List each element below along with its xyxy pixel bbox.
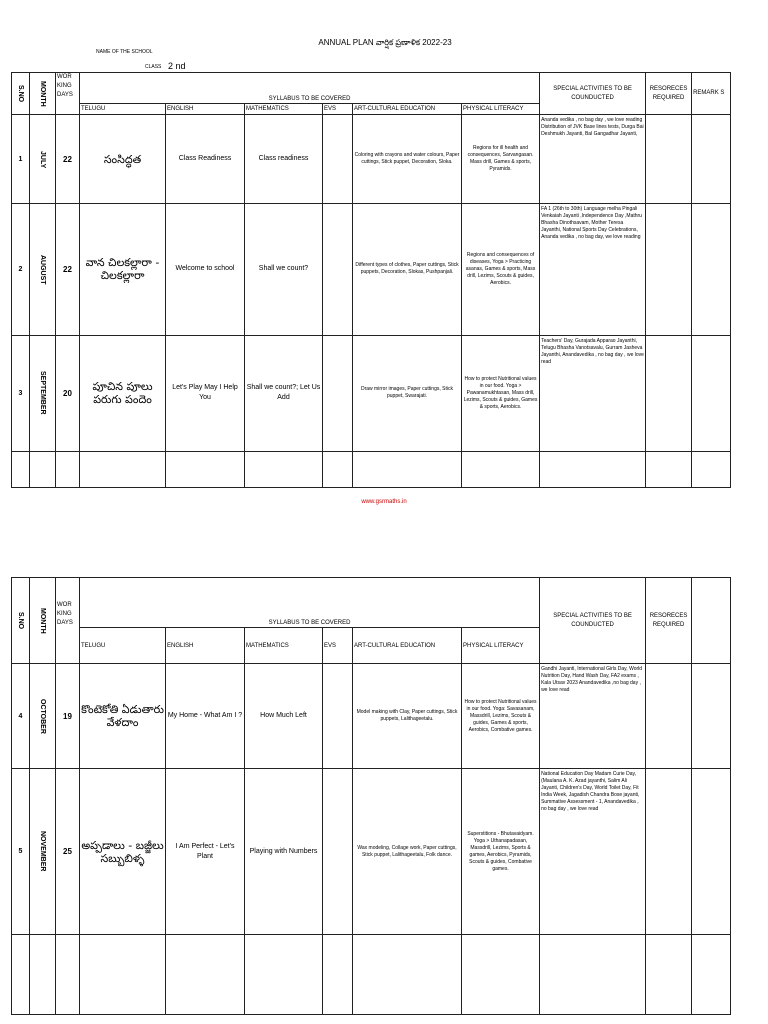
row-art: Draw mirror images, Paper cuttings, Stick puppet, Swarajati. bbox=[353, 335, 462, 451]
row-english: Class Readiness bbox=[166, 115, 245, 204]
row-sno: 4 bbox=[12, 664, 30, 769]
row-evs bbox=[323, 115, 353, 204]
col-header-working-days: WOR KING DAYS bbox=[56, 73, 80, 104]
row-english: Let's Play May I Help You bbox=[166, 335, 245, 451]
col-header-sno: S.NO bbox=[12, 73, 30, 115]
col-header-resources: RESORECES REQUIRED bbox=[646, 73, 692, 115]
table-row bbox=[12, 769, 731, 935]
row-working-days: 22 bbox=[56, 115, 80, 204]
row-physical: How to protect Nutritional values in our food. Yoga: Savasanam, Massdrill, Lezims, Scouts & guides, Games & sports, Aerobics, Combative games. bbox=[462, 664, 540, 769]
page-title: ANNUAL PLAN వార్షిక ప్రణాళిక 2022-23 bbox=[318, 38, 452, 47]
row-art: Different types of clothes, Paper cuttings, Stick puppets, Decoration, Slokas, Pushpanjali. bbox=[353, 204, 462, 335]
col-header-english: ENGLISH bbox=[166, 104, 245, 115]
row-special: FA 1 (26th to 30th) Language melha Pingali Venkaiah Jayanti ,Independence Day ,Mathru Bhasha Dinothsavam, Mother Teresa Jayanthi, National Sports Day Celebrations, Ananda vedika , no bag day, we love reading bbox=[540, 204, 646, 335]
row-month: SEPTEMBER bbox=[30, 335, 56, 451]
col-header-evs: EVS bbox=[323, 628, 353, 664]
table-row bbox=[12, 115, 731, 204]
row-telugu: కొంటెకోతి ఏడుతారు వేళదాం bbox=[80, 664, 166, 769]
col-header-month: MONTH bbox=[30, 578, 56, 664]
class-value: 2 nd bbox=[168, 61, 186, 71]
row-physical: Regions and consequences of diseases, Yoga > Practicing asanas, Games & sports, Mass drill, Lezims, Scouts & guides, Aerobics. bbox=[462, 204, 540, 335]
syllabus-header: SYLLABUS TO BE COVERED bbox=[80, 73, 540, 104]
annual-plan-table-2 bbox=[11, 577, 731, 1015]
col-header-special: SPECIAL ACTIVITIES TO BE COUNDUCTED bbox=[540, 578, 646, 664]
col-header-special: SPECIAL ACTIVITIES TO BE COUNDUCTED bbox=[540, 73, 646, 115]
col-header-telugu: TELUGU bbox=[80, 104, 166, 115]
row-maths: Shall we count?; Let Us Add bbox=[245, 335, 323, 451]
row-working-days: 20 bbox=[56, 335, 80, 451]
col-header-month: MONTH bbox=[30, 73, 56, 115]
row-sno: 2 bbox=[12, 204, 30, 335]
website-link[interactable]: www.gsrmaths.in bbox=[361, 499, 407, 505]
row-maths: Playing with Numbers bbox=[245, 769, 323, 935]
col-header-working-days: WOR KING DAYS bbox=[56, 578, 80, 628]
row-evs bbox=[323, 335, 353, 451]
row-month: NOVEMBER bbox=[30, 769, 56, 935]
row-telugu: పూచిన పూలు పరుగు పందెం bbox=[80, 335, 166, 451]
row-remarks bbox=[692, 204, 731, 335]
row-maths: Class readiness bbox=[245, 115, 323, 204]
row-telugu: అప్పడాలు - బజ్జీలు సబ్బుబిళ్ళ bbox=[80, 769, 166, 935]
row-physical: Regions for ill health and consequences, Sarvangasan. Mass drill, Games & sports, Pyramids. bbox=[462, 115, 540, 204]
row-art: Model making with Clay, Paper cuttings, Stick puppets, Lalithageetalu. bbox=[353, 664, 462, 769]
col-header-resources: RESORECES REQUIRED bbox=[646, 578, 692, 664]
col-header-art: ART-CULTURAL EDUCATION bbox=[353, 104, 462, 115]
row-remarks bbox=[692, 769, 731, 935]
row-special: Ananda vedika , no bag day , we love reading Distribution of JVK Base lines tests, Durga Bai Deshmukh Jayanti, Bal Gangadhar Jayanti, bbox=[540, 115, 646, 204]
row-english: I Am Perfect - Let's Plant bbox=[166, 769, 245, 935]
row-special: Gandhi Jayanti, International Girls Day, World Nutrition Day, Hand Wash Day, FA2 exams , Kala Utsav 2023 Anandavedika ,no bag day , we love read bbox=[540, 664, 646, 769]
row-remarks bbox=[692, 335, 731, 451]
row-art: Wax modeling, Collage work, Paper cuttings, Stick puppet, Lalithageetalu, Folk dance. bbox=[353, 769, 462, 935]
row-sno: 5 bbox=[12, 769, 30, 935]
row-month: OCTOBER bbox=[30, 664, 56, 769]
col-header-physical: PHYSICAL LITERACY bbox=[462, 104, 540, 115]
row-month: AUGUST bbox=[30, 204, 56, 335]
row-english: My Home - What Am I ? bbox=[166, 664, 245, 769]
table-row-empty bbox=[12, 451, 731, 487]
row-physical: How to protect Nutritional values in our food. Yoga > Pawanamukhtasan, Mass drill, Lezims, Scouts & guides, Games & sports, Aerobics. bbox=[462, 335, 540, 451]
col-header-sno: S.NO bbox=[12, 578, 30, 664]
row-maths: Shall we count? bbox=[245, 204, 323, 335]
row-special: Teachers' Day, Gurajada Apparao Jayanthi, Telugu Bhasha Vanotsavalu, Gurram Jasheva Jayanthi, Anandavedika , no bag day , we love read bbox=[540, 335, 646, 451]
table-row bbox=[12, 664, 731, 769]
row-evs bbox=[323, 204, 353, 335]
row-resources bbox=[646, 335, 692, 451]
row-evs bbox=[323, 769, 353, 935]
row-special: National Education Day Madam Curie Day, (Maulana A. K. Azad jayanthi, Salim Ali Jayanti, Children's Day, World Toilet Day, Fit India Week, Jagadish Chandra Bose jayanti, Summative Assessment - 1, Anandavedika , no bag day , we love read bbox=[540, 769, 646, 935]
col-header-art: ART-CULTURAL EDUCATION bbox=[353, 628, 462, 664]
row-maths: How Much Left bbox=[245, 664, 323, 769]
col-header-physical: PHYSICAL LITERACY bbox=[462, 628, 540, 664]
row-telugu: సంసిద్ధత bbox=[80, 115, 166, 204]
row-evs bbox=[323, 664, 353, 769]
col-header-evs: EVS bbox=[323, 104, 353, 115]
row-working-days: 25 bbox=[56, 769, 80, 935]
row-physical: Superstitions - Bhutavaidyam. Yoga > Uthanapadasan, Massdrill, Lezims, Sports & games, Aerobics, Pyramids, Scouts & guides, Combative games. bbox=[462, 769, 540, 935]
row-working-days: 22 bbox=[56, 204, 80, 335]
col-header-maths: MATHEMATICS bbox=[245, 628, 323, 664]
table-row bbox=[12, 204, 731, 335]
row-resources bbox=[646, 115, 692, 204]
class-label: CLASS bbox=[145, 64, 162, 70]
row-sno: 1 bbox=[12, 115, 30, 204]
row-resources bbox=[646, 664, 692, 769]
row-sno: 3 bbox=[12, 335, 30, 451]
table-row-empty bbox=[12, 935, 731, 1015]
row-art: Coloring with crayons and water colours, Paper cuttings, Stick puppet, Decoration, Sloka. bbox=[353, 115, 462, 204]
row-remarks bbox=[692, 115, 731, 204]
col-header-remarks: REMARK S bbox=[692, 73, 731, 115]
row-remarks bbox=[692, 664, 731, 769]
row-month: JULY bbox=[30, 115, 56, 204]
school-name-label: NAME OF THE SCHOOL bbox=[96, 49, 153, 55]
syllabus-header: SYLLABUS TO BE COVERED bbox=[80, 578, 540, 628]
table-row bbox=[12, 335, 731, 451]
col-header-telugu: TELUGU bbox=[80, 628, 166, 664]
row-telugu: వాన చిలకల్లారా - చిలకల్లారా bbox=[80, 204, 166, 335]
col-header-english: ENGLISH bbox=[166, 628, 245, 664]
col-header-maths: MATHEMATICS bbox=[245, 104, 323, 115]
row-english: Welcome to school bbox=[166, 204, 245, 335]
row-working-days: 19 bbox=[56, 664, 80, 769]
row-resources bbox=[646, 769, 692, 935]
annual-plan-table-1 bbox=[11, 72, 731, 488]
row-resources bbox=[646, 204, 692, 335]
